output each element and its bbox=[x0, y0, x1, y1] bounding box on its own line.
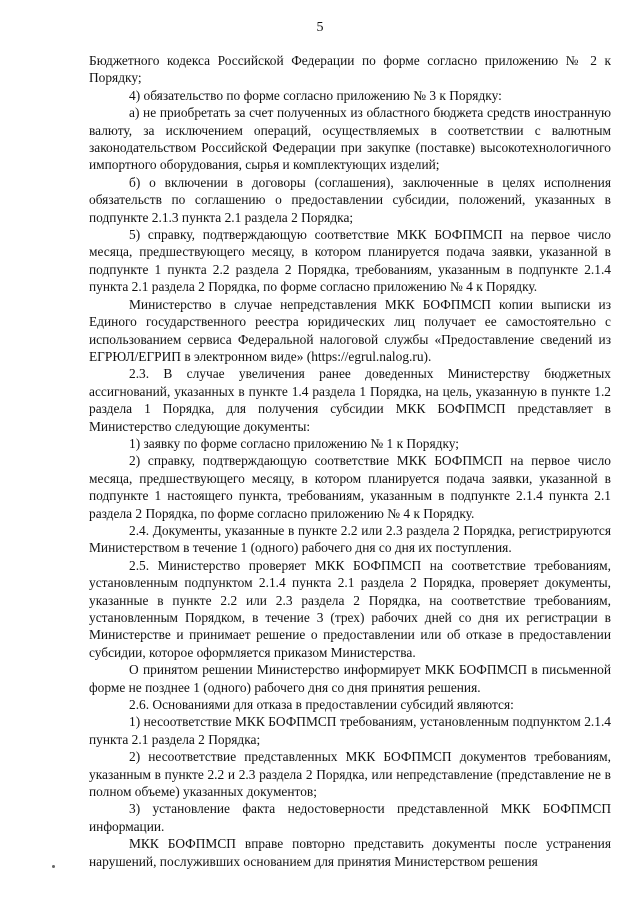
paragraph: а) не приобретать за счет полученных из областного бюджета средств иностранную валюту, за исключением операций, осуществляемых в соответствии с валютным законодательством Российской Федерации при закупке (поставке) высокотехнологичного импортного оборудования, сырья и комплектующих изделий; bbox=[89, 105, 611, 173]
paragraph: 2) справку, подтверждающую соответствие МКК БОФПМСП на первое число месяца, предшествующего месяцу, в котором планируется подача заявки, указанной в подпункте 1 настоящего пункта, требованиям, указанным в подпункте 2.1.4 пункта 2.1 раздела 2 Порядка, по форме согласно приложению № 4 к Порядку. bbox=[89, 453, 611, 521]
paragraph: МКК БОФПМСП вправе повторно представить документы после устранения нарушений, послуживших основанием для принятия Министерством решения bbox=[89, 836, 611, 869]
paragraph: 1) заявку по форме согласно приложению № 1 к Порядку; bbox=[129, 435, 460, 451]
paragraph: 2.4. Документы, указанные в пункте 2.2 или 2.3 раздела 2 Порядка, регистрируются Министерством в течение 1 (одного) рабочего дня со дня их поступления. bbox=[89, 522, 611, 556]
paragraph: 1) несоответствие МКК БОФПМСП требованиям, установленным подпунктом 2.1.4 пункта 2.1 раздела 2 Порядка; bbox=[89, 714, 611, 747]
paragraph: 2) несоответствие представленных МКК БОФПМСП документов требованиям, указанным в пункте 2.2 и 2.3 раздела 2 Порядка, или непредставление (представление не в полном объеме) указанных документов; bbox=[89, 749, 611, 800]
paragraph: О принятом решении Министерство информирует МКК БОФПМСП в письменной форме не позднее 1 (одного) рабочего дня со дня принятия решения. bbox=[89, 662, 611, 695]
paragraph: 3) установление факта недостоверности представленной МКК БОФПМСП информации. bbox=[89, 801, 611, 834]
paragraph: 2.5. Министерство проверяет МКК БОФПМСП на соответствие требованиям, установленным подпунктом 2.1.4 пункта 2.1 раздела 2 Порядка, проверяет документы, указанные в пункте 2.2 или 2.3 раздела 2 Порядка, на соответствие требованиям, установленным Порядком, в течение 3 (трех) рабочих дней со дня их регистрации в Министерстве и принимает решение о предоставлении или об отказе в предоставлении субсидии, которое оформляется приказом Министерства. bbox=[89, 557, 611, 660]
page-number: 5 bbox=[316, 20, 324, 35]
paragraph: б) о включении в договоры (соглашения), заключенные в целях исполнения обязательств по соглашению о предоставлении субсидии, положений, указанных в подпункте 2.1.3 пункта 2.1 раздела 2 Порядка; bbox=[89, 174, 611, 225]
paragraph: 5) справку, подтверждающую соответствие МКК БОФПМСП на первое число месяца, предшествующего месяцу, в котором планируется подача заявки, указанной в подпункте 1 пункта 2.2 раздела 2 Порядка, требованиям, указанным в подпункте 2.1.4 пункта 2.1 раздела 2 Порядка, по форме согласно приложению № 4 к Порядку. bbox=[89, 227, 611, 295]
paragraph: Министерство в случае непредставления МКК БОФПМСП копии выписки из Единого государственного реестра юридических лиц получает ее самостоятельно с использованием сервиса Федеральной налоговой службы «Предоставление сведений из ЕГРЮЛ/ЕГРИП в электронном виде» (https://egrul.nalog.ru). bbox=[89, 296, 611, 364]
paragraph: 2.3. В случае увеличения ранее доведенных Министерству бюджетных ассигнований, указанных в пункте 1.4 раздела 1 Порядка, на цель, указанную в пункте 1.2 раздела 1 Порядка, для получения субсидии МКК БОФПМСП представляет в Министерство следующие документы: bbox=[89, 366, 611, 434]
paragraph: 2.6. Основаниями для отказа в предоставлении субсидий являются: bbox=[129, 697, 514, 713]
scan-speck bbox=[52, 865, 55, 868]
paragraph: Бюджетного кодекса Российской Федерации по форме согласно приложению № 2 к Порядку; bbox=[89, 53, 611, 86]
paragraph: 4) обязательство по форме согласно приложению № 3 к Порядку: bbox=[129, 87, 502, 103]
document-body bbox=[89, 52, 611, 870]
